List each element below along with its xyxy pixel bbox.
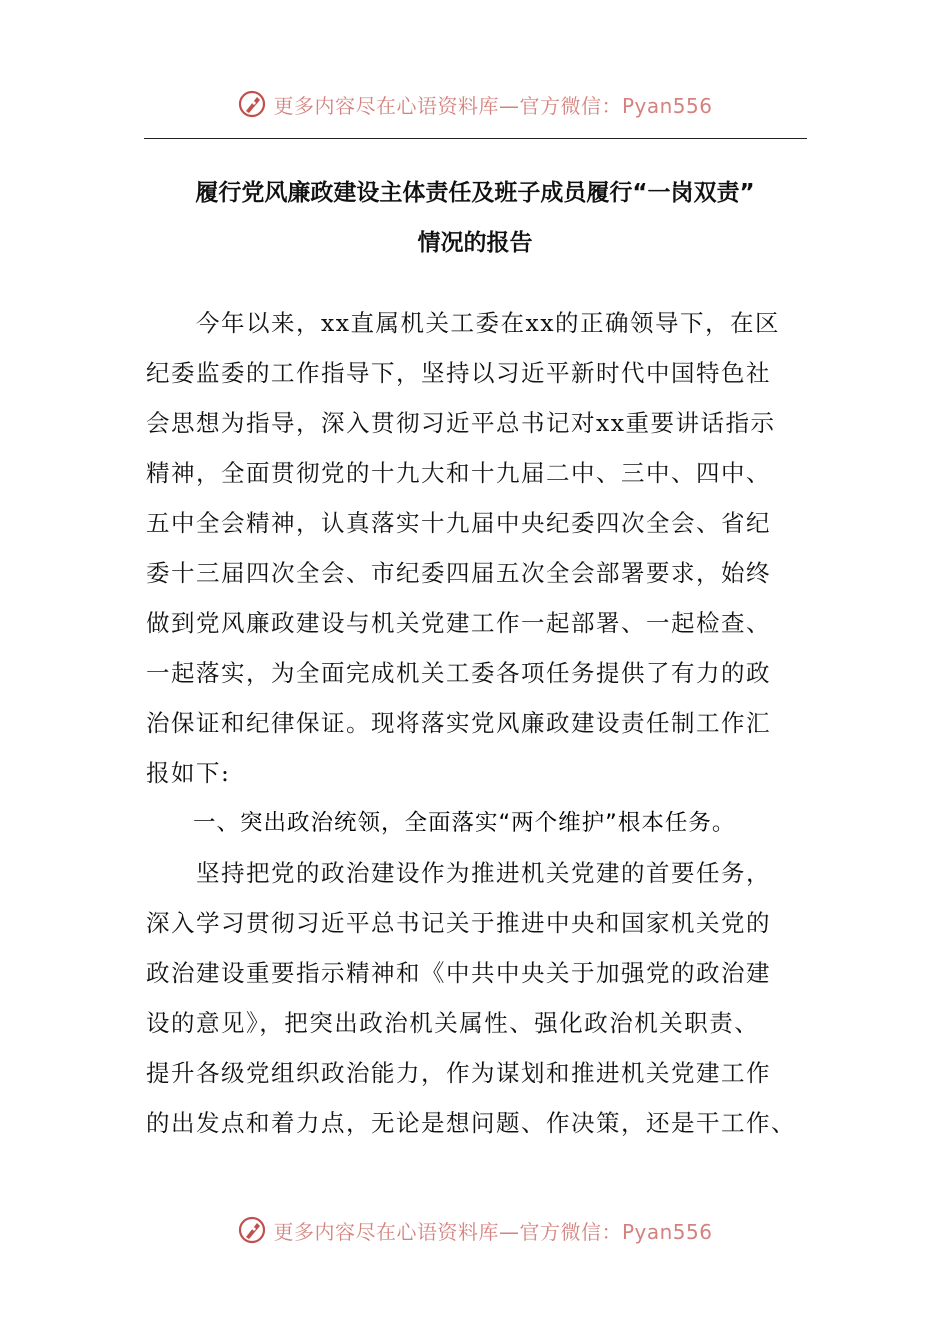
title-line: 情况的报告: [417, 230, 533, 256]
document-title: [130, 168, 820, 268]
body-line: 深入学习贯彻习近平总书记关于推进中央和国家机关党的: [146, 909, 771, 937]
watermark-text: 更多内容尽在心语资料库—官方微信：Pyan556: [273, 93, 713, 118]
body-line: 会思想为指导，深入贯彻习近平总书记对xx重要讲话指示: [146, 409, 776, 437]
title-line: 履行党风廉政建设主体责任及班子成员履行“一岗双责”: [195, 180, 755, 206]
section-heading: 一、突出政治统领，全面落实“两个维护”根本任务。: [146, 810, 736, 836]
pen-nib-circle-icon: [237, 89, 267, 119]
watermark-banner-top: [0, 84, 950, 124]
watermark-text: 更多内容尽在心语资料库—官方微信：Pyan556: [273, 1219, 713, 1244]
body-line: 的出发点和着力点，无论是想问题、作决策，还是干工作、: [146, 1109, 796, 1137]
body-line: 报如下:: [146, 759, 231, 787]
document-body: [146, 298, 796, 1148]
body-line: 一起落实，为全面完成机关工委各项任务提供了有力的政: [146, 659, 771, 687]
header-divider: [144, 138, 807, 139]
body-line: 委十三届四次全会、市纪委四届五次全会部署要求，始终: [146, 559, 771, 587]
watermark-banner-bottom: [0, 1210, 950, 1250]
body-line: 设的意见》，把突出政治机关属性、强化政治机关职责、: [146, 1009, 760, 1037]
body-line: 五中全会精神，认真落实十九届中央纪委四次全会、省纪: [146, 509, 771, 537]
body-line: 今年以来，xx直属机关工委在xx的正确领导下，在区: [146, 309, 781, 337]
body-line: 提升各级党组织政治能力，作为谋划和推进机关党建工作: [146, 1059, 771, 1087]
body-line: 政治建设重要指示精神和《中共中央关于加强党的政治建: [146, 959, 771, 987]
body-line: 治保证和纪律保证。现将落实党风廉政建设责任制工作汇: [146, 709, 771, 737]
pen-nib-circle-icon: [237, 1215, 267, 1245]
body-line: 做到党风廉政建设与机关党建工作一起部署、一起检查、: [146, 609, 771, 637]
body-line: 精神，全面贯彻党的十九大和十九届二中、三中、四中、: [146, 459, 771, 487]
body-line: 坚持把党的政治建设作为推进机关党建的首要任务，: [146, 859, 771, 887]
body-line: 纪委监委的工作指导下，坚持以习近平新时代中国特色社: [146, 359, 771, 387]
